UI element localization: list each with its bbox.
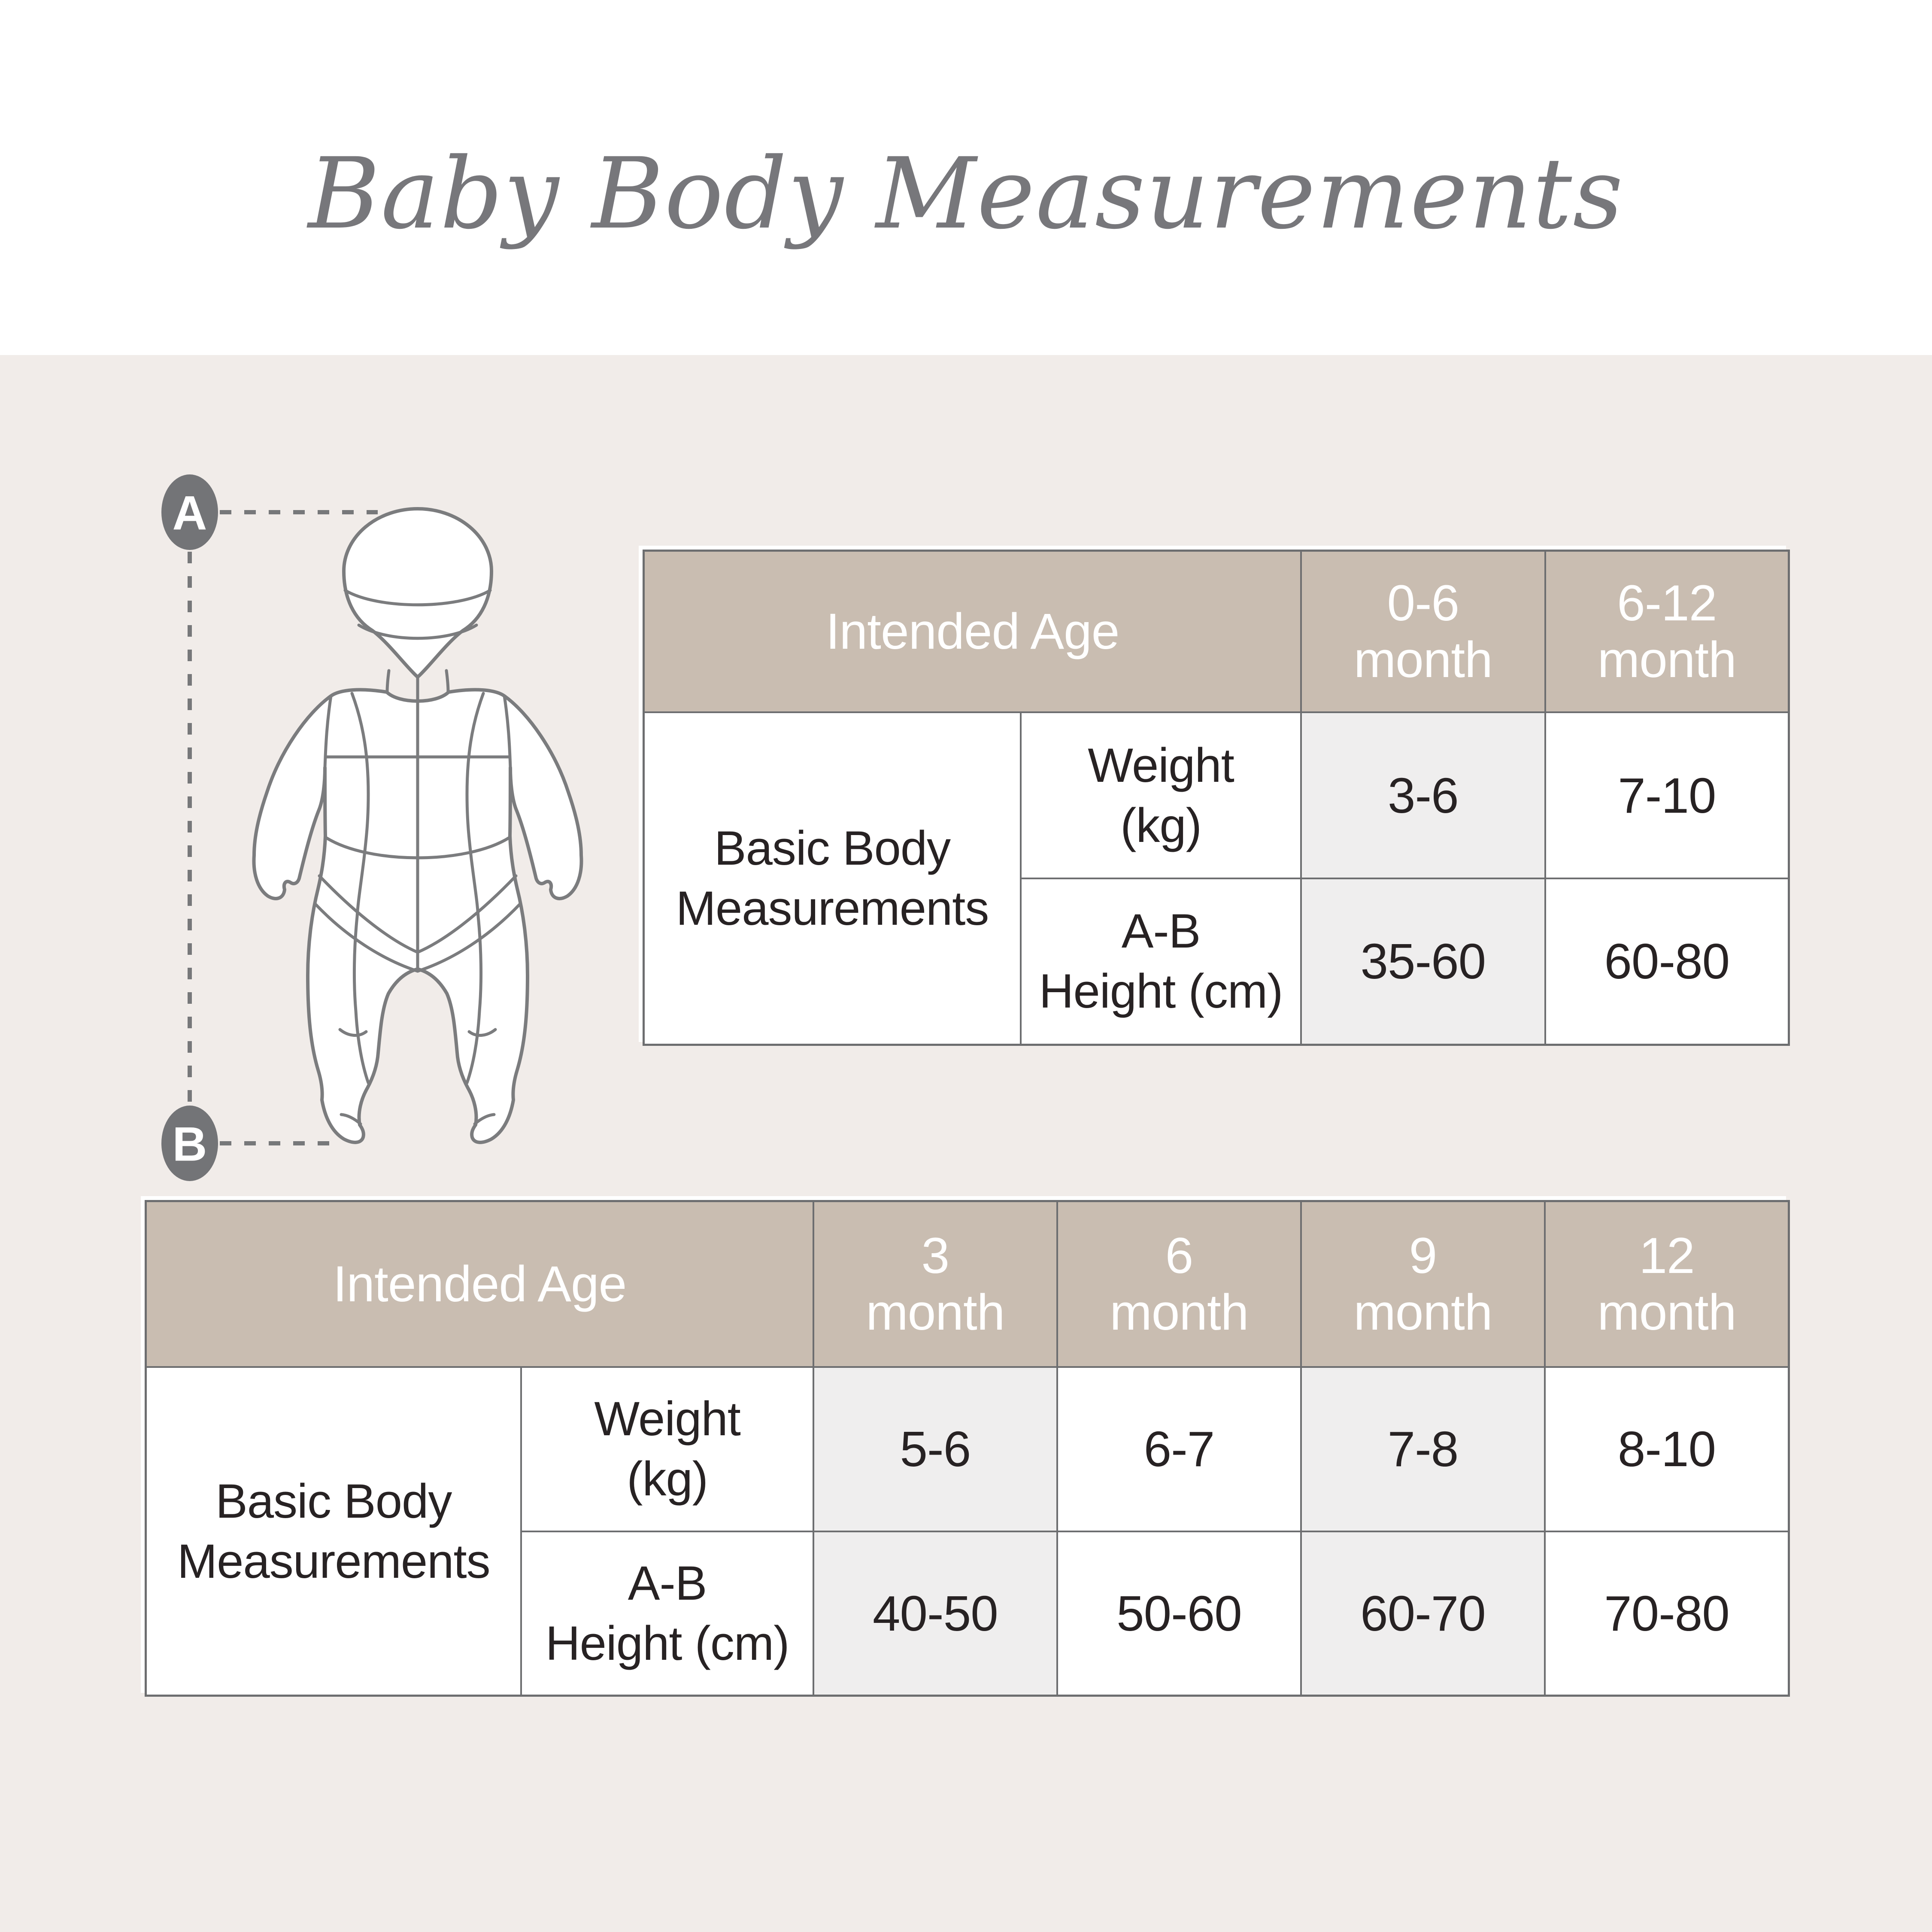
cell-height-12m: 70-80: [1546, 1532, 1788, 1695]
header-col-0-6-month: 0-6 month: [1302, 552, 1544, 711]
cell-weight-12m: 8-10: [1546, 1368, 1788, 1530]
header-col-6-12-month: 6-12 month: [1546, 552, 1788, 711]
marker-b: [161, 1106, 218, 1181]
table-age-0-12: [643, 550, 1790, 1046]
row-label-height: A-B Height (cm): [522, 1532, 812, 1695]
cell-height-0-6: 35-60: [1302, 879, 1544, 1044]
page-title: Baby Body Measurements: [308, 137, 1624, 251]
cell-weight-0-6: 3-6: [1302, 713, 1544, 877]
cell-weight-6m: 6-7: [1058, 1368, 1300, 1530]
header-col-9-month: 9 month: [1302, 1202, 1544, 1366]
cell-height-9m: 60-70: [1302, 1532, 1544, 1695]
cell-height-6-12: 60-80: [1546, 879, 1788, 1044]
marker-a: [161, 474, 218, 550]
baby-head: [344, 509, 491, 677]
row-group-label: Basic Body Measurements: [147, 1368, 520, 1695]
row-label-height: A-B Height (cm): [1022, 879, 1300, 1044]
header-col-3-month: 3 month: [814, 1202, 1056, 1366]
cell-weight-9m: 7-8: [1302, 1368, 1544, 1530]
baby-figure: [142, 447, 695, 1185]
header-intended-age: Intended Age: [645, 552, 1300, 711]
row-group-label: Basic Body Measurements: [645, 713, 1020, 1044]
cell-weight-6-12: 7-10: [1546, 713, 1788, 877]
table-age-3-12: [145, 1200, 1790, 1697]
row-label-weight: Weight (kg): [522, 1368, 812, 1530]
row-label-weight: Weight (kg): [1022, 713, 1300, 877]
header-col-6-month: 6 month: [1058, 1202, 1300, 1366]
header-col-12-month: 12 month: [1546, 1202, 1788, 1366]
header-intended-age: Intended Age: [147, 1202, 813, 1366]
marker-a-label: A: [172, 486, 207, 540]
baby-mannequin: [254, 509, 582, 1142]
cell-height-3m: 40-50: [814, 1532, 1056, 1695]
cell-height-6m: 50-60: [1058, 1532, 1300, 1695]
marker-b-label: B: [172, 1117, 207, 1171]
cell-weight-3m: 5-6: [814, 1368, 1056, 1530]
